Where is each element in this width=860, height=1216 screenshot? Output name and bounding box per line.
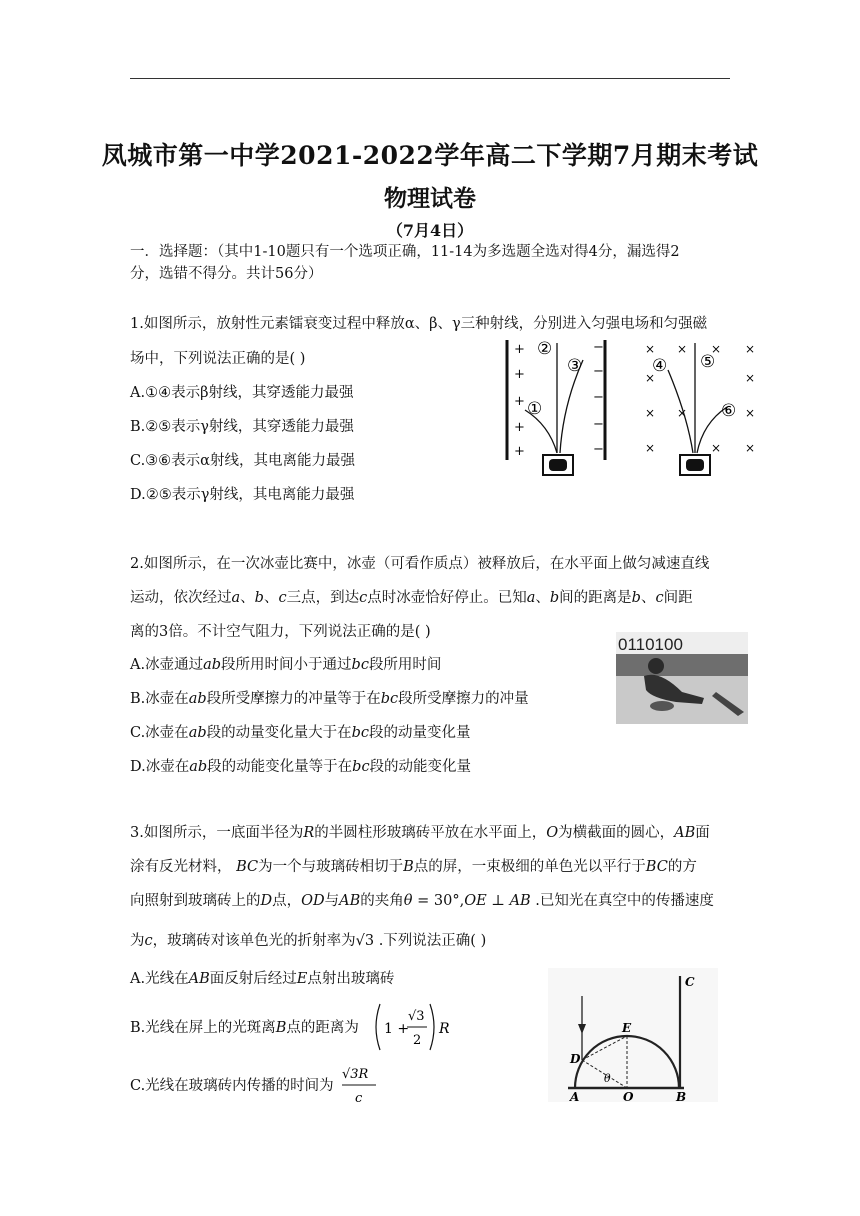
radium-source-2: [686, 459, 704, 471]
label-3: ③: [567, 356, 583, 376]
player-head: [648, 658, 664, 674]
minus-sign-1: −: [593, 340, 604, 355]
q3-stem-4: 为c，玻璃砖对该单色光的折射率为√3 .下列说法正确( ): [130, 933, 487, 949]
label-2: ②: [537, 339, 553, 359]
svg-text:×: ×: [645, 406, 656, 420]
q3-stem-3: 向照射到玻璃砖上的D点，OD与AB的夹角θ = 30°,OE ⊥ AB .已知光在真空中的传播速度: [130, 893, 714, 909]
q1-radiation-figure: [505, 335, 775, 485]
q3-formula-c: [340, 1058, 384, 1108]
svg-text:1 +: 1 +: [384, 1021, 410, 1037]
label-6: ⑥: [721, 401, 737, 421]
svg-text:×: ×: [645, 342, 656, 356]
exam-date: （7月4日）: [386, 221, 474, 240]
svg-text:×: ×: [645, 441, 656, 455]
svg-text:×: ×: [711, 342, 722, 356]
q2-option-d: D.冰壶在ab段的动能变化量等于在bc段的动能变化量: [130, 759, 472, 775]
label-o: O: [623, 1090, 634, 1102]
q2-option-a: A.冰壶通过ab段所用时间小于通过bc段所用时间: [130, 657, 442, 673]
svg-text:2: 2: [413, 1033, 422, 1048]
label-b: B: [676, 1090, 687, 1102]
q2-option-b: B.冰壶在ab段所受摩擦力的冲量等于在bc段所受摩擦力的冲量: [130, 691, 529, 707]
svg-text:×: ×: [677, 406, 688, 420]
label-5: ⑤: [700, 352, 716, 372]
plus-sign-2: +: [514, 367, 525, 382]
curling-photo: [616, 632, 748, 724]
section-intro-2: 分，选错不得分。共计56分）: [130, 266, 323, 282]
q3-glass-figure: [548, 968, 718, 1102]
exam-title: 凤城市第一中学2021-2022学年高二下学期7月期末考试: [101, 141, 759, 170]
scoreboard-text: 0110100: [618, 635, 683, 654]
q1-stem-2: 场中，下列说法正确的是( ): [130, 351, 306, 367]
q3-formula-b: [372, 1000, 452, 1054]
svg-text:×: ×: [711, 441, 722, 455]
label-c: C: [685, 975, 695, 989]
minus-sign-5: −: [593, 442, 604, 457]
q1-option-a: A.①④表示β射线，其穿透能力最强: [130, 385, 354, 401]
svg-text:√3R: √3R: [342, 1067, 369, 1082]
plus-sign-1: +: [514, 342, 525, 357]
section-intro-1: 一．选择题：（其中1-10题只有一个选项正确，11-14为多选题全选对得4分，漏选得2: [130, 244, 680, 260]
label-e: E: [622, 1021, 632, 1035]
q2-stem-1: 2.如图所示，在一次冰壶比赛中，冰壶（可看作质点）被释放后，在水平面上做匀减速直线: [130, 556, 710, 572]
q3-option-b: B.光线在屏上的光斑离B点的距离为: [130, 1020, 359, 1036]
plus-sign-5: +: [514, 444, 525, 459]
minus-sign-4: −: [593, 417, 604, 432]
label-4: ④: [652, 356, 668, 376]
label-1: ①: [527, 399, 543, 419]
label-d: D: [570, 1052, 581, 1066]
q2-stem-2: 运动，依次经过a、b、c三点，到达c点时冰壶恰好停止。已知a、b间的距离是b、c间距: [130, 590, 693, 606]
q2-option-c: C.冰壶在ab段的动量变化量大于在bc段的动量变化量: [130, 725, 471, 741]
q1-option-b: B.②⑤表示γ射线，其穿透能力最强: [130, 419, 354, 435]
minus-sign-2: −: [593, 364, 604, 379]
q1-option-c: C.③⑥表示α射线，其电离能力最强: [130, 453, 355, 469]
plus-sign-3: +: [514, 394, 525, 409]
q3-option-a: A.光线在AB面反射后经过E点射出玻璃砖: [130, 971, 395, 987]
svg-text:×: ×: [645, 371, 656, 385]
svg-text:×: ×: [745, 406, 756, 420]
q1-stem-1: 1.如图所示，放射性元素镭衰变过程中释放α、β、γ三种射线，分别进入匀强电场和匀强磁: [130, 316, 708, 332]
svg-text:√3: √3: [408, 1009, 425, 1024]
q3-stem-2: 涂有反光材料， BC为一个与玻璃砖相切于B点的屏，一束极细的单色光以平行于BC的方: [130, 859, 697, 875]
q1-option-d: D.②⑤表示γ射线，其电离能力最强: [130, 487, 355, 503]
exam-subtitle: 物理试卷: [384, 185, 476, 212]
svg-text:×: ×: [745, 342, 756, 356]
plus-sign-4: +: [514, 420, 525, 435]
svg-text:×: ×: [745, 371, 756, 385]
radium-source-1: [549, 459, 567, 471]
q3-stem-1: 3.如图所示，一底面半径为R的半圆柱形玻璃砖平放在水平面上，O为横截面的圆心，AB面: [130, 825, 710, 841]
header-rule: [130, 78, 730, 79]
label-theta: θ: [604, 1072, 611, 1085]
q2-stem-3: 离的3倍。不计空气阻力，下列说法正确的是( ): [130, 624, 431, 640]
svg-text:×: ×: [745, 441, 756, 455]
svg-text:×: ×: [677, 342, 688, 356]
q3-option-c: C.光线在玻璃砖内传播的时间为: [130, 1078, 334, 1094]
svg-text:c: c: [355, 1091, 363, 1106]
curling-stone: [650, 701, 674, 711]
minus-sign-3: −: [593, 390, 604, 405]
svg-text:R: R: [439, 1021, 450, 1037]
label-a: A: [570, 1090, 580, 1102]
